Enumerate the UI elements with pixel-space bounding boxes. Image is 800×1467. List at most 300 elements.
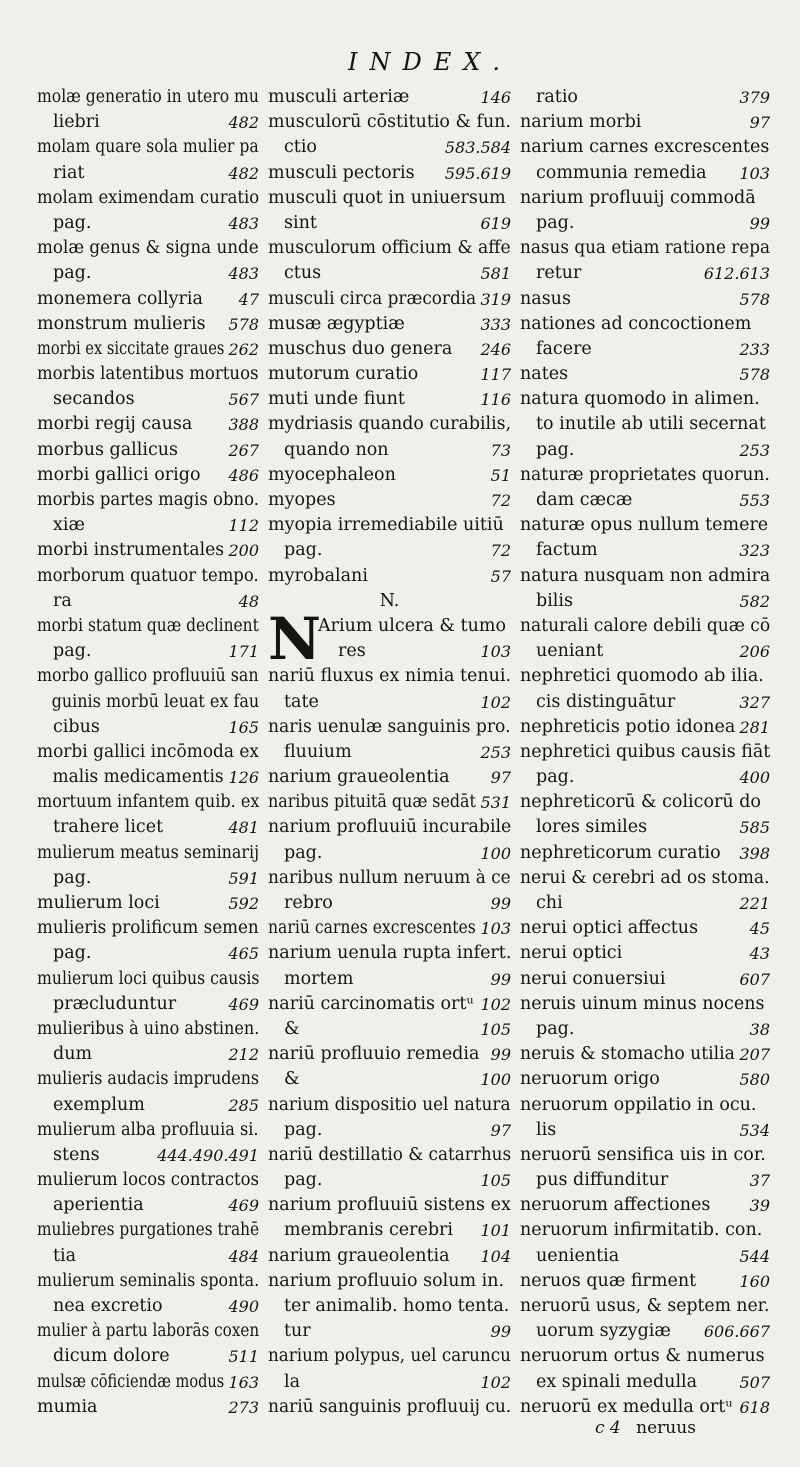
index-entry bbox=[268, 740, 511, 765]
index-entry bbox=[268, 438, 511, 463]
entry-text: stens bbox=[53, 1144, 100, 1165]
index-entry bbox=[37, 186, 259, 211]
page-number: 582 bbox=[739, 591, 770, 611]
index-entry bbox=[520, 362, 770, 387]
entry-text: ueniant bbox=[536, 641, 604, 662]
page-number: 400 bbox=[739, 768, 770, 788]
page-number: 483 bbox=[228, 213, 259, 233]
entry-text: pag. bbox=[536, 767, 575, 788]
entry-text: neruis uinum minus nocens bbox=[520, 993, 765, 1014]
entry-text: dicum dolore bbox=[53, 1346, 170, 1367]
entry-text: ratio bbox=[536, 87, 578, 107]
index-entry bbox=[268, 85, 511, 110]
index-entry bbox=[520, 992, 770, 1017]
page-number: 105 bbox=[480, 1019, 511, 1039]
page-number: 39 bbox=[749, 1196, 770, 1216]
page-number: 398 bbox=[739, 843, 770, 863]
entry-text: neruorum affectiones bbox=[520, 1195, 711, 1216]
page-number: 51 bbox=[490, 465, 511, 485]
index-entry bbox=[268, 891, 511, 916]
index-entry bbox=[520, 1017, 770, 1042]
entry-text: muschus duo genera bbox=[268, 338, 453, 359]
index-entry bbox=[520, 1319, 770, 1344]
entry-text: pag. bbox=[53, 212, 92, 233]
index-entry bbox=[37, 1244, 259, 1269]
index-entry bbox=[520, 1118, 770, 1143]
catchword: neruus bbox=[636, 1418, 696, 1438]
page-number: 72 bbox=[490, 491, 511, 510]
entry-text: myopia irremediabile uitiū bbox=[268, 515, 504, 536]
page-number: 553 bbox=[739, 491, 770, 510]
page-number: 619 bbox=[480, 213, 511, 233]
entry-text: mortuum infantem quib. ex bbox=[37, 792, 260, 813]
page-number: 281 bbox=[739, 717, 770, 737]
index-entry bbox=[520, 85, 770, 110]
index-entry bbox=[520, 463, 770, 488]
index-entry bbox=[37, 1395, 259, 1420]
index-entry bbox=[268, 1193, 511, 1218]
index-entry bbox=[520, 790, 770, 815]
index-entry bbox=[268, 1269, 511, 1294]
page-number: 618 bbox=[739, 1397, 770, 1417]
entry-text: exemplum bbox=[53, 1094, 145, 1115]
entry-text: xiæ bbox=[53, 515, 85, 536]
entry-text: tur bbox=[284, 1321, 311, 1342]
index-entry bbox=[268, 967, 511, 992]
entry-text: nerui conuersiui bbox=[520, 968, 666, 989]
page-number: 102 bbox=[480, 1372, 511, 1392]
index-entry bbox=[37, 891, 259, 916]
page-number: 511 bbox=[228, 1347, 259, 1367]
entry-text: ex spinali medulla bbox=[536, 1371, 698, 1392]
index-entry bbox=[520, 1193, 770, 1218]
entry-text: nephreticorum curatio bbox=[520, 842, 721, 863]
page-number: 481 bbox=[228, 818, 259, 838]
entry-text: ctus bbox=[284, 263, 322, 284]
entry-text: nates bbox=[520, 364, 569, 385]
entry-text: mutorum curatio bbox=[268, 364, 419, 385]
index-entry bbox=[520, 1093, 770, 1118]
entry-text: morbis latentibus mortuos bbox=[37, 364, 259, 385]
page-number: 37 bbox=[749, 1171, 770, 1191]
entry-text: neruos quæ firment bbox=[520, 1270, 697, 1291]
index-entry bbox=[520, 438, 770, 463]
entry-text: mulieribus à uino abstinen. bbox=[37, 1018, 260, 1039]
entry-text: narium carnes excrescentes bbox=[520, 137, 770, 158]
page-number: 116 bbox=[480, 390, 511, 410]
index-entry bbox=[268, 866, 511, 891]
page-number: 567 bbox=[228, 390, 259, 410]
entry-text: narium dispositio uel natura bbox=[268, 1094, 511, 1115]
entry-text: narium morbi bbox=[520, 112, 642, 133]
entry-text: malis medicamentis bbox=[52, 767, 224, 788]
index-entry bbox=[37, 287, 259, 312]
index-entry bbox=[268, 538, 511, 563]
index-entry bbox=[520, 312, 770, 337]
entry-text: muliebres purgationes trahē bbox=[37, 1220, 260, 1241]
index-entry bbox=[520, 891, 770, 916]
signature-mark: c 4 bbox=[595, 1418, 621, 1438]
index-entry bbox=[268, 1344, 511, 1369]
entry-text: Arium ulcera & tumo bbox=[318, 615, 506, 636]
entry-text: molam eximendam curatio bbox=[37, 187, 260, 208]
entry-text: morbi instrumentales bbox=[37, 540, 224, 561]
index-entry bbox=[520, 1395, 770, 1420]
entry-text: retur bbox=[536, 263, 582, 284]
index-entry bbox=[37, 1319, 259, 1344]
index-entry bbox=[520, 337, 770, 362]
index-entry bbox=[37, 538, 259, 563]
index-entry bbox=[37, 1294, 259, 1319]
page-number: 45 bbox=[749, 919, 770, 939]
index-entry bbox=[268, 690, 511, 715]
index-entry bbox=[37, 1269, 259, 1294]
page-number: 591 bbox=[228, 868, 259, 888]
page-number: 444.490.491 bbox=[157, 1145, 259, 1165]
page-number: 104 bbox=[480, 1246, 511, 1266]
page-number: 606.667 bbox=[703, 1322, 770, 1342]
index-entry bbox=[268, 1118, 511, 1143]
page-number: 171 bbox=[228, 642, 259, 662]
entry-text: mulier à partu laborās coxen bbox=[37, 1321, 260, 1342]
index-entry bbox=[520, 1244, 770, 1269]
entry-text: nationes ad concoctionem bbox=[520, 313, 752, 334]
page-number: 233 bbox=[739, 339, 770, 359]
page-number: 465 bbox=[228, 944, 259, 964]
entry-text: myopes bbox=[268, 490, 336, 510]
index-entry bbox=[37, 387, 259, 412]
entry-text: bilis bbox=[536, 590, 573, 611]
entry-text: neruorum infirmitatib. con. bbox=[520, 1220, 763, 1241]
index-entry bbox=[268, 815, 511, 840]
index-entry bbox=[37, 992, 259, 1017]
entry-text: guinis morbū leuat ex fau bbox=[51, 691, 260, 712]
entry-text: communia remedia bbox=[536, 162, 707, 183]
page-number: 146 bbox=[480, 88, 511, 107]
index-entry bbox=[520, 110, 770, 135]
index-entry bbox=[268, 765, 511, 790]
entry-text: mulierum meatus seminarij bbox=[37, 842, 260, 863]
entry-text: narium polypus, uel caruncu bbox=[268, 1346, 511, 1367]
entry-text: naturæ opus nullum temere bbox=[520, 515, 769, 536]
entry-text: to inutile ab utili secernat bbox=[536, 414, 766, 435]
entry-text: pag. bbox=[53, 641, 92, 662]
page-number: 327 bbox=[739, 692, 770, 712]
page-number: 607 bbox=[739, 969, 770, 989]
index-entry bbox=[268, 312, 511, 337]
index-entry bbox=[520, 135, 770, 160]
page-number: 103 bbox=[480, 919, 511, 939]
entry-text: neruorum ortus & numerus bbox=[520, 1346, 765, 1367]
index-entry bbox=[37, 312, 259, 337]
page-number: 38 bbox=[749, 1019, 770, 1039]
entry-text: aperientia bbox=[53, 1195, 144, 1216]
entry-text: narium profluuio solum in. bbox=[268, 1270, 505, 1291]
page-number: 482 bbox=[228, 163, 259, 183]
page-number: 253 bbox=[739, 440, 770, 460]
entry-text: sint bbox=[284, 212, 317, 233]
entry-text: lis bbox=[536, 1119, 557, 1140]
entry-text: neruorū usus, & septem ner. bbox=[520, 1296, 770, 1316]
entry-text: nariū profluuio remedia bbox=[268, 1044, 480, 1065]
entry-text: mulieris audacis imprudens bbox=[37, 1069, 260, 1090]
entry-text: pag. bbox=[284, 1119, 323, 1140]
page-number: 388 bbox=[228, 415, 259, 435]
page-number: 484 bbox=[228, 1246, 259, 1266]
page-number: 103 bbox=[480, 642, 511, 662]
entry-text: morbis partes magis obno. bbox=[37, 490, 259, 510]
page-number: 43 bbox=[749, 944, 770, 964]
entry-text: musæ ægyptiæ bbox=[268, 313, 405, 334]
page-number: 592 bbox=[228, 894, 259, 913]
entry-text: neruorum oppilatio in ocu. bbox=[520, 1094, 757, 1115]
entry-text: pag. bbox=[53, 867, 92, 888]
entry-text: ter animalib. homo tenta. bbox=[284, 1296, 510, 1317]
index-entry bbox=[37, 488, 259, 513]
entry-text: morbi ex siccitate graues bbox=[37, 338, 225, 359]
index-entry bbox=[520, 261, 770, 286]
index-entry bbox=[37, 412, 259, 437]
page-number: 544 bbox=[739, 1246, 770, 1266]
entry-text: morbi gallici origo bbox=[37, 464, 201, 485]
index-entry bbox=[37, 337, 259, 362]
index-entry bbox=[37, 967, 259, 992]
page-number: 97 bbox=[490, 768, 511, 788]
index-entry bbox=[37, 866, 259, 891]
page-number: 262 bbox=[228, 339, 259, 359]
page-number: 486 bbox=[228, 465, 259, 485]
entry-text: morbi regij causa bbox=[37, 414, 193, 435]
index-entry bbox=[37, 614, 259, 639]
page-number: 48 bbox=[238, 591, 259, 611]
index-entry bbox=[37, 161, 259, 186]
index-entry bbox=[268, 715, 511, 740]
index-entry bbox=[268, 211, 511, 236]
entry-text: mulierum alba profluuia si. bbox=[37, 1119, 259, 1140]
index-entry bbox=[37, 261, 259, 286]
index-entry bbox=[268, 261, 511, 286]
entry-text: narium profluuiū incurabile bbox=[268, 817, 512, 838]
index-entry bbox=[37, 1193, 259, 1218]
index-entry bbox=[37, 211, 259, 236]
entry-text: pag. bbox=[284, 1170, 323, 1191]
page-number: 112 bbox=[228, 516, 259, 536]
entry-text: narium graueolentia bbox=[268, 767, 450, 788]
index-entry bbox=[268, 1244, 511, 1269]
index-entry bbox=[520, 1370, 770, 1395]
entry-text: mulierum loci quibus causis bbox=[37, 968, 260, 989]
page-number: 160 bbox=[739, 1271, 770, 1291]
index-entry bbox=[268, 186, 511, 211]
entry-text: mulierum loci bbox=[37, 893, 160, 913]
drop-cap: N bbox=[268, 604, 322, 673]
entry-text: nephreticis potio idonea bbox=[520, 716, 736, 737]
index-entry bbox=[37, 690, 259, 715]
entry-text: pag. bbox=[284, 540, 323, 561]
entry-text: neruis & stomacho utilia bbox=[520, 1044, 735, 1065]
index-entry bbox=[268, 287, 511, 312]
entry-text: naris uenulæ sanguinis pro. bbox=[268, 716, 511, 737]
index-entry bbox=[268, 337, 511, 362]
entry-text: mydriasis quando curabilis, bbox=[268, 414, 512, 435]
page-number: 72 bbox=[490, 541, 511, 561]
entry-text: musculorum officium & affe bbox=[268, 238, 511, 259]
entry-text: la bbox=[284, 1371, 301, 1392]
entry-text: facere bbox=[536, 338, 592, 359]
index-entry bbox=[520, 715, 770, 740]
entry-text: naribus pituitā quæ sedāt bbox=[268, 792, 476, 813]
entry-text: res bbox=[338, 641, 366, 662]
index-entry bbox=[268, 1370, 511, 1395]
entry-text: narium graueolentia bbox=[268, 1245, 450, 1266]
entry-text: pag. bbox=[536, 1018, 575, 1039]
entry-text: trahere licet bbox=[53, 817, 164, 838]
index-entry bbox=[37, 916, 259, 941]
index-entry bbox=[37, 1344, 259, 1369]
entry-text: lores similes bbox=[536, 817, 648, 838]
index-entry bbox=[268, 841, 511, 866]
entry-text: nerui optici bbox=[520, 943, 623, 964]
page-number: 585 bbox=[739, 818, 770, 838]
entry-text: neruorū ex medulla ortᵘ bbox=[520, 1396, 733, 1417]
index-entry bbox=[268, 564, 511, 589]
page-number: 100 bbox=[480, 843, 511, 863]
index-entry bbox=[37, 1118, 259, 1143]
entry-text: morbus gallicus bbox=[37, 439, 178, 460]
entry-text: myrobalani bbox=[268, 565, 368, 586]
entry-text: pag. bbox=[284, 842, 323, 863]
entry-text: mulieris prolificum semen bbox=[37, 918, 259, 939]
page-number: 165 bbox=[228, 717, 259, 737]
entry-text: morbi gallici incōmoda ex bbox=[37, 741, 260, 762]
entry-text: musculi circa præcordia bbox=[268, 288, 477, 309]
entry-text: tia bbox=[53, 1245, 77, 1266]
page-number: 101 bbox=[480, 1221, 511, 1241]
entry-text: nephretici quibus causis fiāt bbox=[520, 741, 771, 762]
page-number: 379 bbox=[739, 88, 770, 107]
index-entry bbox=[37, 236, 259, 261]
entry-text: monstrum mulieris bbox=[37, 313, 206, 334]
entry-text: mortem bbox=[284, 968, 354, 989]
index-entry bbox=[520, 614, 770, 639]
entry-text: morbi statum quæ declinent bbox=[37, 615, 259, 636]
index-entry bbox=[520, 1143, 770, 1168]
entry-text: monemera collyria bbox=[37, 288, 203, 309]
index-entry bbox=[520, 1218, 770, 1243]
index-entry bbox=[520, 815, 770, 840]
page-number: 333 bbox=[480, 314, 511, 334]
index-entry bbox=[520, 1067, 770, 1092]
index-entry bbox=[520, 866, 770, 891]
index-column-2 bbox=[268, 85, 511, 1420]
entry-text: pag. bbox=[536, 439, 575, 460]
entry-text: myocephaleon bbox=[268, 464, 396, 485]
entry-text: molæ genus & signa unde bbox=[37, 238, 259, 259]
page-number: 595.619 bbox=[444, 163, 511, 183]
index-entry bbox=[268, 1168, 511, 1193]
index-entry bbox=[37, 1067, 259, 1092]
index-entry bbox=[520, 186, 770, 211]
index-entry bbox=[37, 85, 259, 110]
page-number: 221 bbox=[739, 894, 770, 913]
entry-text: neruorum origo bbox=[520, 1069, 660, 1090]
index-entry bbox=[37, 639, 259, 664]
index-entry bbox=[268, 463, 511, 488]
index-entry bbox=[520, 1042, 770, 1067]
index-entry bbox=[268, 387, 511, 412]
index-entry bbox=[520, 412, 770, 437]
index-entry bbox=[268, 790, 511, 815]
index-entry bbox=[520, 211, 770, 236]
index-entry bbox=[268, 135, 511, 160]
entry-text: dum bbox=[53, 1044, 93, 1065]
index-entry bbox=[520, 941, 770, 966]
index-entry bbox=[37, 1143, 259, 1168]
entry-text: rebro bbox=[284, 893, 333, 914]
index-entry bbox=[37, 790, 259, 815]
index-entry bbox=[37, 513, 259, 538]
index-entry bbox=[37, 362, 259, 387]
entry-text: ctio bbox=[284, 137, 317, 158]
page-number: 469 bbox=[228, 994, 259, 1014]
index-entry bbox=[268, 236, 511, 261]
entry-text: musculi arteriæ bbox=[268, 87, 410, 107]
section-letter: N. bbox=[379, 590, 400, 611]
index-entry bbox=[37, 941, 259, 966]
page-number: 580 bbox=[739, 1070, 770, 1090]
index-entry bbox=[268, 488, 511, 513]
index-entry bbox=[37, 1218, 259, 1243]
index-column-1 bbox=[37, 85, 259, 1420]
entry-text: narium profluuiū sistens ex bbox=[268, 1195, 511, 1216]
page-number: 102 bbox=[480, 994, 511, 1014]
index-entry bbox=[520, 287, 770, 312]
index-entry bbox=[520, 488, 770, 513]
index-entry bbox=[520, 589, 770, 614]
entry-text: & bbox=[284, 1069, 300, 1090]
index-entry bbox=[268, 941, 511, 966]
entry-text: narium profluuij commodā bbox=[520, 187, 756, 208]
page-number: 163 bbox=[228, 1372, 259, 1392]
entry-text: pag. bbox=[53, 943, 92, 964]
page-number: 583.584 bbox=[444, 138, 511, 158]
index-entry bbox=[37, 463, 259, 488]
entry-text: neruorū sensifica uis in cor. bbox=[520, 1144, 766, 1165]
index-entry bbox=[520, 513, 770, 538]
index-entry bbox=[520, 1294, 770, 1319]
page-number: 531 bbox=[480, 793, 511, 813]
page-number: 105 bbox=[480, 1171, 511, 1191]
page-number: 483 bbox=[228, 264, 259, 284]
entry-text: musculi pectoris bbox=[268, 162, 415, 183]
entry-text: quando non bbox=[284, 439, 389, 460]
page-number: 581 bbox=[480, 264, 511, 284]
page-number: 578 bbox=[228, 314, 259, 334]
index-entry bbox=[520, 1344, 770, 1369]
entry-text: morborum quatuor tempo. bbox=[37, 565, 259, 586]
index-entry bbox=[520, 967, 770, 992]
page-number: 207 bbox=[739, 1045, 770, 1065]
entry-text: nephretici quomodo ab ilia. bbox=[520, 666, 764, 687]
page-number: 99 bbox=[490, 894, 511, 914]
index-entry bbox=[37, 110, 259, 135]
entry-text: ra bbox=[53, 590, 72, 611]
page-number: 273 bbox=[228, 1397, 259, 1417]
index-entry bbox=[268, 1294, 511, 1319]
index-entry bbox=[268, 161, 511, 186]
page-number: 117 bbox=[480, 365, 511, 385]
entry-text: naturali calore debili quæ cō bbox=[520, 615, 771, 636]
